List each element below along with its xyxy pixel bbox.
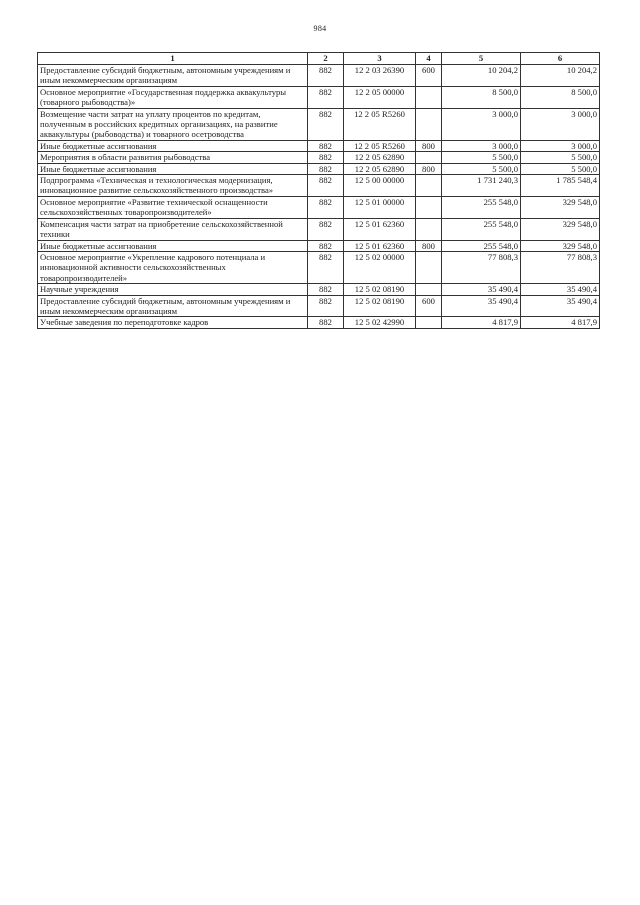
row-amount-col6-cell: 3 000,0: [521, 108, 600, 140]
header-col-6: 6: [521, 53, 600, 65]
table-row: [38, 317, 600, 328]
table-row: [38, 140, 600, 151]
row-name-cell: Иные бюджетные ассигнования: [38, 240, 308, 251]
row-ministry-code-cell: 882: [308, 317, 344, 328]
row-ministry-code-cell: 882: [308, 196, 344, 218]
table-row: [38, 163, 600, 174]
row-amount-col5-cell: 255 548,0: [442, 240, 521, 251]
budget-table: [37, 52, 600, 329]
header-col-5: 5: [442, 53, 521, 65]
row-amount-col6-cell: 77 808,3: [521, 251, 600, 283]
table-body: [38, 65, 600, 329]
row-expense-type-cell: [416, 196, 442, 218]
row-target-article-cell: 12 2 05 00000: [344, 86, 416, 108]
row-ministry-code-cell: 882: [308, 108, 344, 140]
row-name-cell: Научные учреждения: [38, 284, 308, 295]
row-amount-col5-cell: 77 808,3: [442, 251, 521, 283]
row-amount-col6-cell: 5 500,0: [521, 163, 600, 174]
table-row: [38, 218, 600, 240]
row-target-article-cell: 12 2 05 62890: [344, 163, 416, 174]
header-col-3: 3: [344, 53, 416, 65]
row-amount-col6-cell: 329 548,0: [521, 196, 600, 218]
header-col-2: 2: [308, 53, 344, 65]
row-target-article-cell: 12 2 03 26390: [344, 65, 416, 87]
row-amount-col5-cell: 35 490,4: [442, 295, 521, 317]
row-target-article-cell: 12 2 05 R5260: [344, 140, 416, 151]
row-expense-type-cell: [416, 317, 442, 328]
header-row: [38, 53, 600, 65]
row-amount-col5-cell: 4 817,9: [442, 317, 521, 328]
row-amount-col6-cell: 35 490,4: [521, 295, 600, 317]
row-ministry-code-cell: 882: [308, 65, 344, 87]
row-expense-type-cell: [416, 251, 442, 283]
row-target-article-cell: 12 5 00 00000: [344, 175, 416, 197]
table-row: [38, 86, 600, 108]
table-row: [38, 65, 600, 87]
row-expense-type-cell: 800: [416, 240, 442, 251]
row-ministry-code-cell: 882: [308, 163, 344, 174]
row-amount-col6-cell: 4 817,9: [521, 317, 600, 328]
table-row: [38, 251, 600, 283]
table-row: [38, 284, 600, 295]
row-amount-col6-cell: 35 490,4: [521, 284, 600, 295]
table-row: [38, 175, 600, 197]
row-expense-type-cell: [416, 218, 442, 240]
row-amount-col6-cell: 329 548,0: [521, 240, 600, 251]
page-number: 984: [313, 24, 327, 33]
row-name-cell: Иные бюджетные ассигнования: [38, 140, 308, 151]
header-col-4: 4: [416, 53, 442, 65]
table-row: [38, 152, 600, 163]
row-target-article-cell: 12 5 01 62360: [344, 218, 416, 240]
row-name-cell: Предоставление субсидий бюджетным, автономным учреждениям и иным некоммерческим организациям: [38, 65, 308, 87]
row-amount-col6-cell: 1 785 548,4: [521, 175, 600, 197]
row-expense-type-cell: [416, 284, 442, 295]
row-expense-type-cell: [416, 108, 442, 140]
row-name-cell: Основное мероприятие «Государственная поддержка аквакультуры (товарного рыбоводства)»: [38, 86, 308, 108]
row-name-cell: Учебные заведения по переподготовке кадров: [38, 317, 308, 328]
row-ministry-code-cell: 882: [308, 295, 344, 317]
row-target-article-cell: 12 5 01 62360: [344, 240, 416, 251]
row-amount-col6-cell: 10 204,2: [521, 65, 600, 87]
row-amount-col5-cell: 255 548,0: [442, 196, 521, 218]
row-amount-col5-cell: 35 490,4: [442, 284, 521, 295]
table-row: [38, 196, 600, 218]
row-amount-col6-cell: 8 500,0: [521, 86, 600, 108]
row-amount-col5-cell: 5 500,0: [442, 163, 521, 174]
row-amount-col5-cell: 3 000,0: [442, 140, 521, 151]
table-row: [38, 295, 600, 317]
row-amount-col6-cell: 329 548,0: [521, 218, 600, 240]
row-name-cell: Иные бюджетные ассигнования: [38, 163, 308, 174]
row-expense-type-cell: [416, 175, 442, 197]
row-name-cell: Основное мероприятие «Развитие технической оснащенности сельскохозяйственных товаропроизводителей»: [38, 196, 308, 218]
row-amount-col5-cell: 1 731 240,3: [442, 175, 521, 197]
row-name-cell: Возмещение части затрат на уплату процентов по кредитам, полученным в российских кредитных организациях, на развитие аквакультуры (рыбоводства) и товарного осетроводства: [38, 108, 308, 140]
row-amount-col5-cell: 8 500,0: [442, 86, 521, 108]
table-header: [38, 53, 600, 65]
row-amount-col5-cell: 10 204,2: [442, 65, 521, 87]
row-target-article-cell: 12 5 02 08190: [344, 284, 416, 295]
row-target-article-cell: 12 5 02 42990: [344, 317, 416, 328]
row-name-cell: Мероприятия в области развития рыбоводства: [38, 152, 308, 163]
row-name-cell: Основное мероприятие «Укрепление кадрового потенциала и инновационной активности сельскохозяйственных товаропроизводителей»: [38, 251, 308, 283]
row-ministry-code-cell: 882: [308, 140, 344, 151]
table-row: [38, 108, 600, 140]
row-name-cell: Компенсация части затрат на приобретение сельскохозяйственной техники: [38, 218, 308, 240]
row-name-cell: Предоставление субсидий бюджетным, автономным учреждениям и иным некоммерческим организациям: [38, 295, 308, 317]
table-row: [38, 240, 600, 251]
header-col-1: 1: [38, 53, 308, 65]
row-expense-type-cell: [416, 86, 442, 108]
row-ministry-code-cell: 882: [308, 86, 344, 108]
row-amount-col5-cell: 5 500,0: [442, 152, 521, 163]
row-expense-type-cell: 600: [416, 295, 442, 317]
row-expense-type-cell: 800: [416, 140, 442, 151]
row-target-article-cell: 12 5 02 08190: [344, 295, 416, 317]
row-ministry-code-cell: 882: [308, 152, 344, 163]
row-target-article-cell: 12 5 01 00000: [344, 196, 416, 218]
row-expense-type-cell: 800: [416, 163, 442, 174]
row-amount-col5-cell: 255 548,0: [442, 218, 521, 240]
row-amount-col6-cell: 5 500,0: [521, 152, 600, 163]
row-target-article-cell: 12 2 05 R5260: [344, 108, 416, 140]
row-ministry-code-cell: 882: [308, 218, 344, 240]
row-name-cell: Подпрограмма «Техническая и технологическая модернизация, инновационное развитие сельскохозяйственного производства»: [38, 175, 308, 197]
row-ministry-code-cell: 882: [308, 284, 344, 295]
row-amount-col5-cell: 3 000,0: [442, 108, 521, 140]
row-ministry-code-cell: 882: [308, 251, 344, 283]
row-expense-type-cell: [416, 152, 442, 163]
row-target-article-cell: 12 5 02 00000: [344, 251, 416, 283]
row-amount-col6-cell: 3 000,0: [521, 140, 600, 151]
row-target-article-cell: 12 2 05 62890: [344, 152, 416, 163]
row-ministry-code-cell: 882: [308, 240, 344, 251]
row-expense-type-cell: 600: [416, 65, 442, 87]
row-ministry-code-cell: 882: [308, 175, 344, 197]
